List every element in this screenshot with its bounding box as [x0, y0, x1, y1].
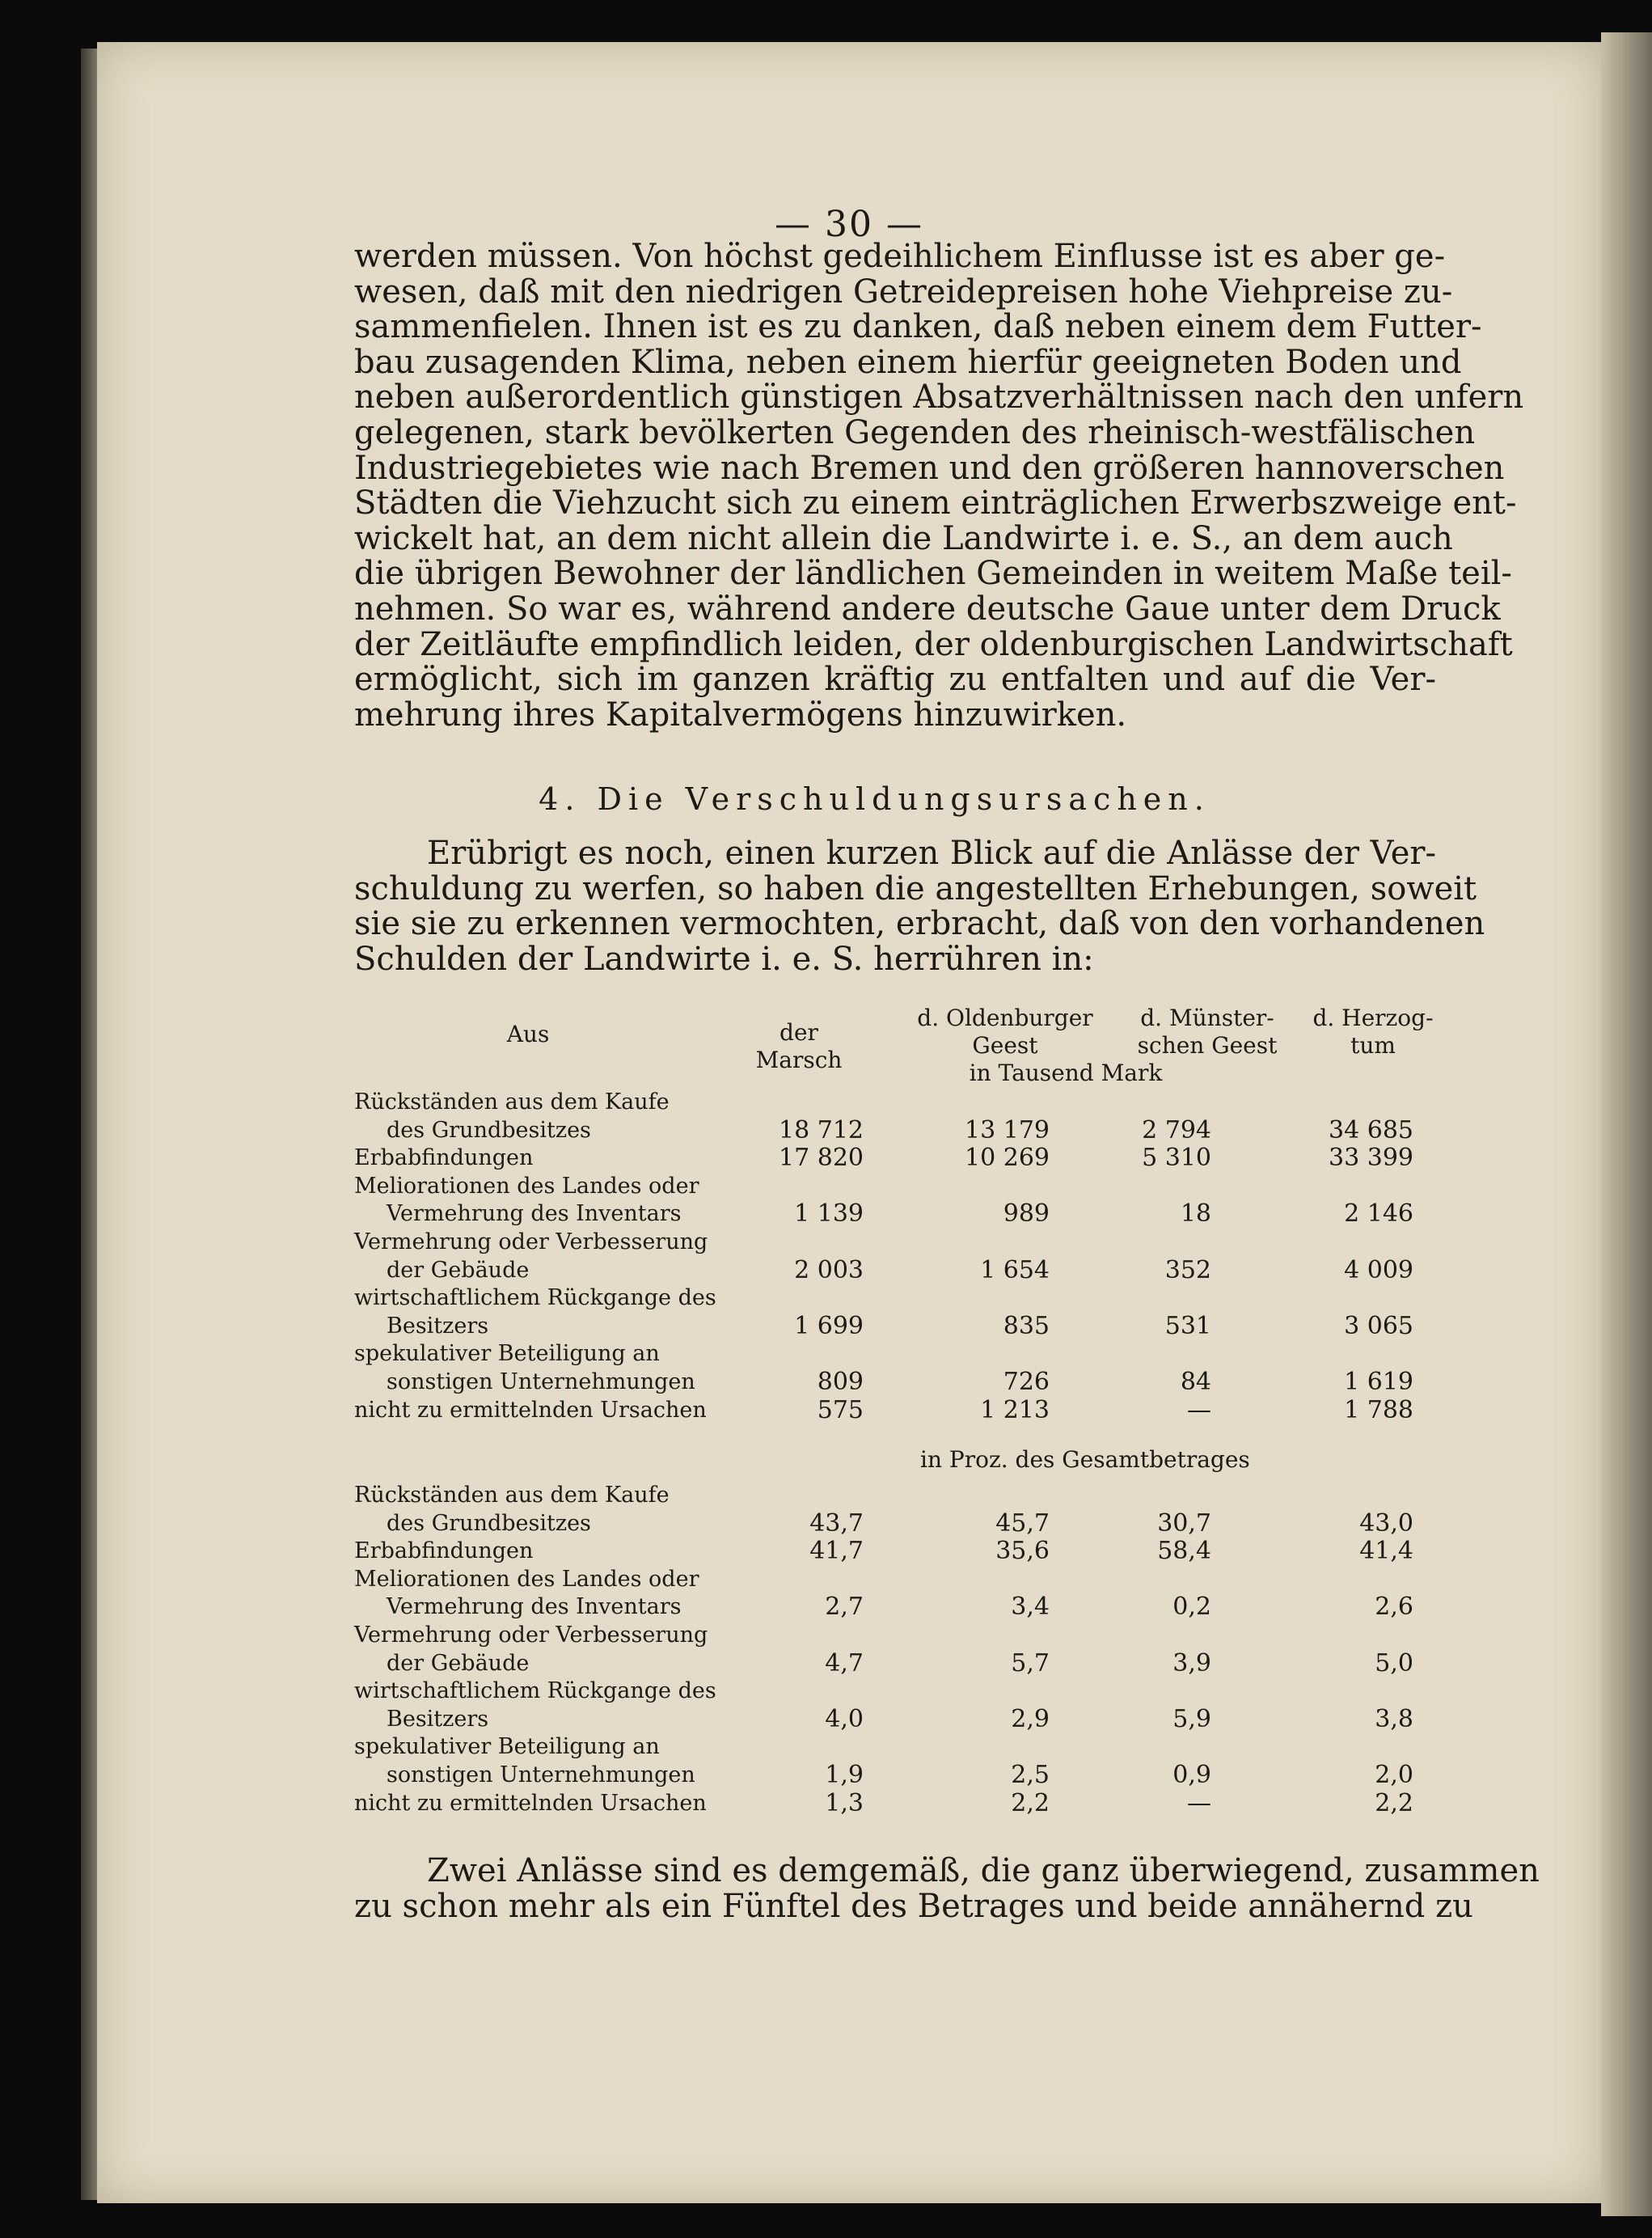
intro-paragraph-line: wickelt hat, an dem nicht allein die Landwirte i. e. S., an dem auch: [354, 519, 1453, 557]
row-label: des Grundbesitzes: [387, 1510, 591, 1536]
cell-herzogtum: 41,4: [1359, 1537, 1413, 1566]
table-row: [354, 1117, 1436, 1145]
cell-marsch: 17 820: [779, 1144, 864, 1173]
cell-oldenburger-geest: 13 179: [965, 1115, 1050, 1144]
table-row: [354, 1538, 1436, 1566]
intro-paragraph-line: Städten die Viehzucht sich zu einem einträglichen Erwerbszweige ent-: [354, 484, 1517, 522]
cell-herzogtum: 2,6: [1375, 1593, 1413, 1622]
cell-muensterische-geest: 0,9: [1172, 1761, 1211, 1789]
cell-muensterische-geest: 18: [1180, 1199, 1211, 1229]
header-marsch: der Marsch: [755, 1019, 843, 1073]
table-row: [354, 1257, 1436, 1285]
row-label: Erbabfindungen: [354, 1538, 534, 1564]
cell-herzogtum: 4 009: [1344, 1255, 1413, 1284]
closing-paragraph-line: Zwei Anlässe sind es demgemäß, die ganz überwiegend, zusammen: [427, 1852, 1540, 1889]
cell-muensterische-geest: 3,9: [1172, 1648, 1211, 1677]
cell-oldenburger-geest: 2,2: [1011, 1788, 1050, 1817]
table-row: [354, 1566, 1436, 1594]
table-row: [354, 1510, 1436, 1538]
table-row: [354, 1397, 1436, 1425]
cell-oldenburger-geest: 5,7: [1011, 1648, 1050, 1677]
table-row: [354, 1706, 1436, 1734]
section-heading: 4. Die Verschuldungsursachen.: [539, 781, 1210, 817]
cell-muensterische-geest: 5 310: [1142, 1144, 1211, 1173]
cell-muensterische-geest: 352: [1164, 1255, 1211, 1284]
table-row: [354, 1089, 1436, 1117]
cell-oldenburger-geest: 1 654: [980, 1255, 1050, 1284]
row-label: Vermehrung oder Verbesserung: [354, 1622, 708, 1648]
intro-paragraph-line: nehmen. So war es, während andere deutsche Gaue unter dem Druck: [354, 590, 1501, 628]
page-number: — 30 —: [775, 204, 923, 245]
intro-paragraph-line: mehrung ihres Kapitalvermögens hinzuwirken.: [354, 696, 1127, 734]
header-muenster-line2: schen Geest: [1137, 1032, 1278, 1059]
intro-paragraph-line: der Zeitläufte empfindlich leiden, der oldenburgischen Landwirtschaft: [354, 625, 1513, 663]
table-row: [354, 1200, 1436, 1229]
cell-herzogtum: 1 619: [1344, 1368, 1413, 1396]
intro-paragraph-line: sammenfielen. Ihnen ist es zu danken, daß neben einem dem Futter-: [354, 308, 1482, 346]
cell-marsch: 4,0: [825, 1704, 864, 1733]
row-label: wirtschaftlichem Rückgange des: [354, 1285, 716, 1311]
intro-paragraph-line: bau zusagenden Klima, neben einem hierfür geeigneten Boden und: [354, 343, 1462, 381]
cell-oldenburger-geest: 1 213: [980, 1395, 1050, 1424]
cell-marsch: 1,3: [825, 1788, 864, 1817]
row-label: spekulativer Beteiligung an: [354, 1341, 660, 1367]
closing-paragraph: [354, 1852, 1540, 1925]
header-aus: Aus: [506, 1021, 550, 1047]
row-label: Rückständen aus dem Kaufe: [354, 1089, 670, 1115]
header-herzogtum-line2: tum: [1350, 1032, 1396, 1059]
table-row: [354, 1650, 1436, 1678]
cell-muensterische-geest: 30,7: [1157, 1508, 1211, 1538]
cell-marsch: 18 712: [779, 1115, 864, 1144]
cell-marsch: 2 003: [794, 1255, 864, 1284]
cell-oldenburger-geest: 35,6: [995, 1537, 1050, 1566]
intro-paragraph-line: gelegenen, stark bevölkerten Gegenden des rheinisch-westfälischen: [354, 413, 1476, 451]
cell-marsch: 1 699: [794, 1311, 864, 1340]
row-label: wirtschaftlichem Rückgange des: [354, 1678, 716, 1704]
cell-marsch: 1,9: [825, 1761, 864, 1789]
cell-muensterische-geest: 2 794: [1142, 1115, 1211, 1144]
intro-paragraph-line: werden müssen. Von höchst gedeihlichem Einflusse ist es aber ge-: [354, 238, 1446, 275]
header-muenster-line1: d. Münster-: [1140, 1005, 1274, 1031]
cell-oldenburger-geest: 726: [1003, 1368, 1050, 1396]
cell-marsch: 4,7: [825, 1648, 864, 1677]
table-row: [354, 1369, 1436, 1397]
row-label: Meliorationen des Landes oder: [354, 1173, 699, 1199]
cell-marsch: 41,7: [809, 1537, 864, 1566]
table-row: [354, 1340, 1436, 1369]
cell-herzogtum: 43,0: [1359, 1508, 1413, 1538]
intro-paragraph-line: die übrigen Bewohner der ländlichen Gemeinden in weitem Maße teil-: [354, 555, 1512, 593]
row-label: sonstigen Unternehmungen: [387, 1762, 695, 1787]
row-label: nicht zu ermittelnden Ursachen: [354, 1790, 707, 1816]
row-label: Besitzers: [387, 1706, 489, 1732]
cell-oldenburger-geest: 989: [1003, 1199, 1050, 1229]
row-label: Vermehrung des Inventars: [387, 1201, 682, 1227]
cell-marsch: 1 139: [794, 1199, 864, 1229]
table-row: [354, 1313, 1436, 1341]
table-row: [354, 1622, 1436, 1650]
cell-muensterische-geest: —: [1187, 1788, 1211, 1817]
cell-marsch: 809: [817, 1368, 864, 1396]
cell-herzogtum: 1 788: [1344, 1395, 1413, 1424]
table-row: [354, 1284, 1436, 1313]
cell-oldenburger-geest: 45,7: [995, 1508, 1050, 1538]
section-paragraph-line: schuldung zu werfen, so haben die angestellten Erhebungen, soweit: [354, 869, 1477, 907]
cell-herzogtum: 5,0: [1375, 1648, 1413, 1677]
row-label: Erbabfindungen: [354, 1145, 534, 1171]
cell-herzogtum: 2,2: [1375, 1788, 1413, 1817]
cell-muensterische-geest: 531: [1164, 1311, 1211, 1340]
row-label: der Gebäude: [387, 1257, 530, 1283]
cell-muensterische-geest: 5,9: [1172, 1704, 1211, 1733]
cell-oldenburger-geest: 2,5: [1011, 1761, 1050, 1789]
table-row: [354, 1593, 1436, 1622]
table-row: [354, 1762, 1436, 1790]
intro-paragraph: [354, 238, 1524, 734]
percent-caption: in Proz. des Gesamtbetrages: [920, 1446, 1250, 1473]
cell-herzogtum: 2,0: [1375, 1761, 1413, 1789]
row-label: Besitzers: [387, 1313, 489, 1339]
closing-paragraph-line: zu schon mehr als ein Fünftel des Betrages und beide annähernd zu: [354, 1887, 1473, 1925]
cell-oldenburger-geest: 2,9: [1011, 1704, 1050, 1733]
cell-oldenburger-geest: 10 269: [965, 1144, 1050, 1173]
row-label: Vermehrung des Inventars: [387, 1594, 682, 1620]
row-label: Meliorationen des Landes oder: [354, 1566, 699, 1592]
intro-paragraph-line: wesen, daß mit den niedrigen Getreidepreisen hohe Viehpreise zu-: [354, 273, 1453, 311]
header-oldenburger-line2: Geest: [972, 1032, 1038, 1059]
intro-paragraph-line: ermöglicht, sich im ganzen kräftig zu entfalten und auf die Ver-: [354, 661, 1436, 699]
row-label: spekulativer Beteiligung an: [354, 1734, 660, 1760]
cell-muensterische-geest: 0,2: [1172, 1593, 1211, 1622]
section-paragraph-line: sie sie zu erkennen vermochten, erbracht, daß von den vorhandenen: [354, 905, 1485, 943]
row-label: nicht zu ermittelnden Ursachen: [354, 1397, 707, 1423]
cell-herzogtum: 3 065: [1344, 1311, 1413, 1340]
row-label: Vermehrung oder Verbesserung: [354, 1229, 708, 1254]
section-paragraph-line: Erübrigt es noch, einen kurzen Blick auf die Anlässe der Ver-: [427, 835, 1436, 872]
table-row: [354, 1677, 1436, 1706]
intro-paragraph-line: neben außerordentlich günstigen Absatzverhältnissen nach den unfern: [354, 379, 1524, 417]
row-label: der Gebäude: [387, 1650, 530, 1676]
table-row: [354, 1144, 1436, 1173]
cell-marsch: 43,7: [809, 1508, 864, 1538]
cell-marsch: 575: [817, 1395, 864, 1424]
cell-muensterische-geest: 84: [1180, 1368, 1211, 1396]
row-label: Rückständen aus dem Kaufe: [354, 1483, 670, 1508]
cell-herzogtum: 3,8: [1375, 1704, 1413, 1733]
table-row: [354, 1229, 1436, 1257]
cell-herzogtum: 33 399: [1329, 1144, 1413, 1173]
cell-muensterische-geest: —: [1187, 1395, 1211, 1424]
table-row: [354, 1173, 1436, 1201]
table-row: [354, 1790, 1436, 1818]
header-herzogtum-line1: d. Herzog-: [1312, 1005, 1434, 1031]
section-paragraph-line: Schulden der Landwirte i. e. S. herrühren in:: [354, 940, 1094, 978]
cell-herzogtum: 2 146: [1344, 1199, 1413, 1229]
cell-marsch: 2,7: [825, 1593, 864, 1622]
cell-oldenburger-geest: 835: [1003, 1311, 1050, 1340]
cell-herzogtum: 34 685: [1329, 1115, 1413, 1144]
page-edge: [1601, 32, 1652, 2216]
header-unit: in Tausend Mark: [969, 1060, 1163, 1086]
table-row: [354, 1733, 1436, 1762]
cell-oldenburger-geest: 3,4: [1011, 1593, 1050, 1622]
section-paragraph: [354, 835, 1485, 978]
table-row: [354, 1482, 1436, 1510]
row-label: sonstigen Unternehmungen: [387, 1369, 695, 1394]
intro-paragraph-line: Industriegebietes wie nach Bremen und den größeren hannoverschen: [354, 449, 1505, 487]
header-oldenburger-line1: d. Oldenburger: [917, 1005, 1093, 1031]
row-label: des Grundbesitzes: [387, 1117, 591, 1143]
cell-muensterische-geest: 58,4: [1157, 1537, 1211, 1566]
